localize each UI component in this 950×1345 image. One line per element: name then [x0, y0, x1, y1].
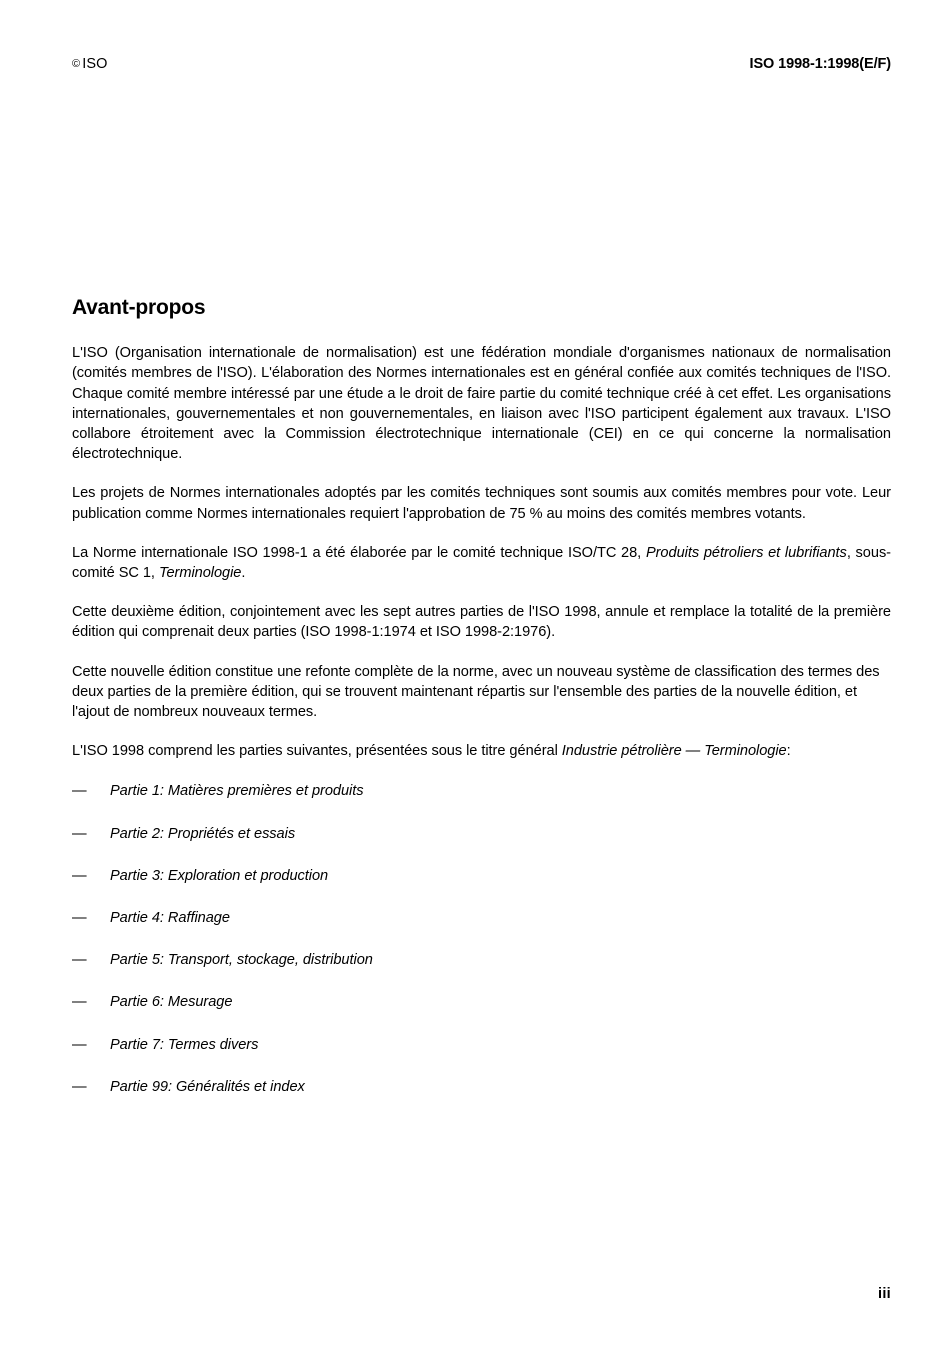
- text-run: Industrie pétrolière — Terminologie: [561, 743, 787, 760]
- list-dash-marker: —: [72, 1078, 87, 1095]
- text-run: .: [241, 564, 246, 581]
- list-item: [72, 824, 891, 844]
- page-header: [72, 56, 891, 78]
- list-item-label: Partie 2: Propriétés et essais: [110, 825, 296, 842]
- text-run: Les projets de Normes internationales adoptés par les comités techniques sont soumis aux comités membres pour vote. Leur publication comme Normes internationales requiert l'approbation de 75 % au moins des comités membres votants.: [72, 485, 891, 522]
- list-dash-marker: —: [72, 867, 87, 884]
- text-run: L'ISO (Organisation internationale de normalisation) est une fédération mondiale d'organismes nationaux de normalisation (comités membres de l'ISO). L'élaboration des Normes internationales est en général confiée aux comités techniques de l'ISO. Chaque comité membre intéressé par une étude a le droit de faire partie du comité technique créé à cet effet. Les organisations internationales, gouvernementales et non gouvernementales, en liaison avec l'ISO participent également aux travaux. L'ISO collabore étroitement avec la Commission électrotechnique internationale (CEI) en ce qui concerne la normalisation électrotechnique.: [72, 345, 891, 463]
- paragraph-5: [72, 662, 891, 723]
- list-item-label: Partie 7: Termes divers: [110, 1036, 259, 1053]
- list-dash-marker: —: [72, 994, 87, 1011]
- list-dash-marker: —: [72, 952, 87, 969]
- text-run: Terminologie: [158, 564, 242, 581]
- text-run: , sous-comité SC 1,: [72, 544, 891, 581]
- page-content: [72, 296, 891, 1119]
- list-item: [72, 950, 891, 970]
- list-dash-marker: —: [72, 825, 87, 842]
- text-run: :: [786, 743, 791, 760]
- copyright-owner: ISO: [82, 56, 108, 72]
- text-run: Cette nouvelle édition constitue une refonte complète de la norme, avec un nouveau système de classification des termes des deux parties de la première édition, qui se trouvent maintenant répartis sur l'ensemble des parties de la nouvelle édition, et l'ajout de nombreux nouveaux termes.: [72, 663, 880, 720]
- copyright-notice: [72, 56, 108, 72]
- list-item: [72, 1077, 891, 1097]
- text-run: Cette deuxième édition, conjointement avec les sept autres parties de l'ISO 1998, annule et remplace la totalité de la première édition qui comprenait deux parties (ISO 1998-1:1974 et ISO 1998-2:1976).: [72, 604, 891, 641]
- paragraph-3: [72, 543, 891, 583]
- paragraph-1: [72, 343, 891, 464]
- paragraph-4: [72, 602, 891, 642]
- list-item-label: Partie 3: Exploration et production: [110, 867, 329, 884]
- list-item-label: Partie 4: Raffinage: [110, 909, 230, 926]
- paragraph-2: [72, 483, 891, 523]
- list-item: [72, 992, 891, 1012]
- foreword-body: [72, 343, 891, 761]
- page-footer: [72, 1285, 891, 1303]
- page-title: Avant-propos: [72, 296, 206, 319]
- page-number: iii: [878, 1286, 891, 1302]
- paragraph-6: [72, 741, 891, 761]
- list-item: [72, 866, 891, 886]
- copyright-icon: ©: [72, 58, 81, 70]
- list-dash-marker: —: [72, 783, 87, 800]
- list-dash-marker: —: [72, 1036, 87, 1053]
- list-item-label: Partie 6: Mesurage: [110, 994, 233, 1011]
- standard-reference: ISO 1998-1:1998(E/F): [749, 56, 891, 72]
- list-item: [72, 908, 891, 928]
- text-run: L'ISO 1998 comprend les parties suivantes, présentées sous le titre général: [72, 743, 562, 760]
- text-run: Produits pétroliers et lubrifiants: [645, 544, 847, 561]
- text-run: La Norme internationale ISO 1998-1 a été élaborée par le comité technique ISO/TC 28,: [72, 544, 646, 561]
- list-item: [72, 1035, 891, 1055]
- list-item-label: Partie 1: Matières premières et produits: [110, 783, 364, 800]
- list-dash-marker: —: [72, 909, 87, 926]
- list-item-label: Partie 5: Transport, stockage, distribution: [110, 952, 373, 969]
- list-item-label: Partie 99: Généralités et index: [110, 1078, 305, 1095]
- list-item: [72, 781, 891, 801]
- parts-list: [72, 781, 891, 1097]
